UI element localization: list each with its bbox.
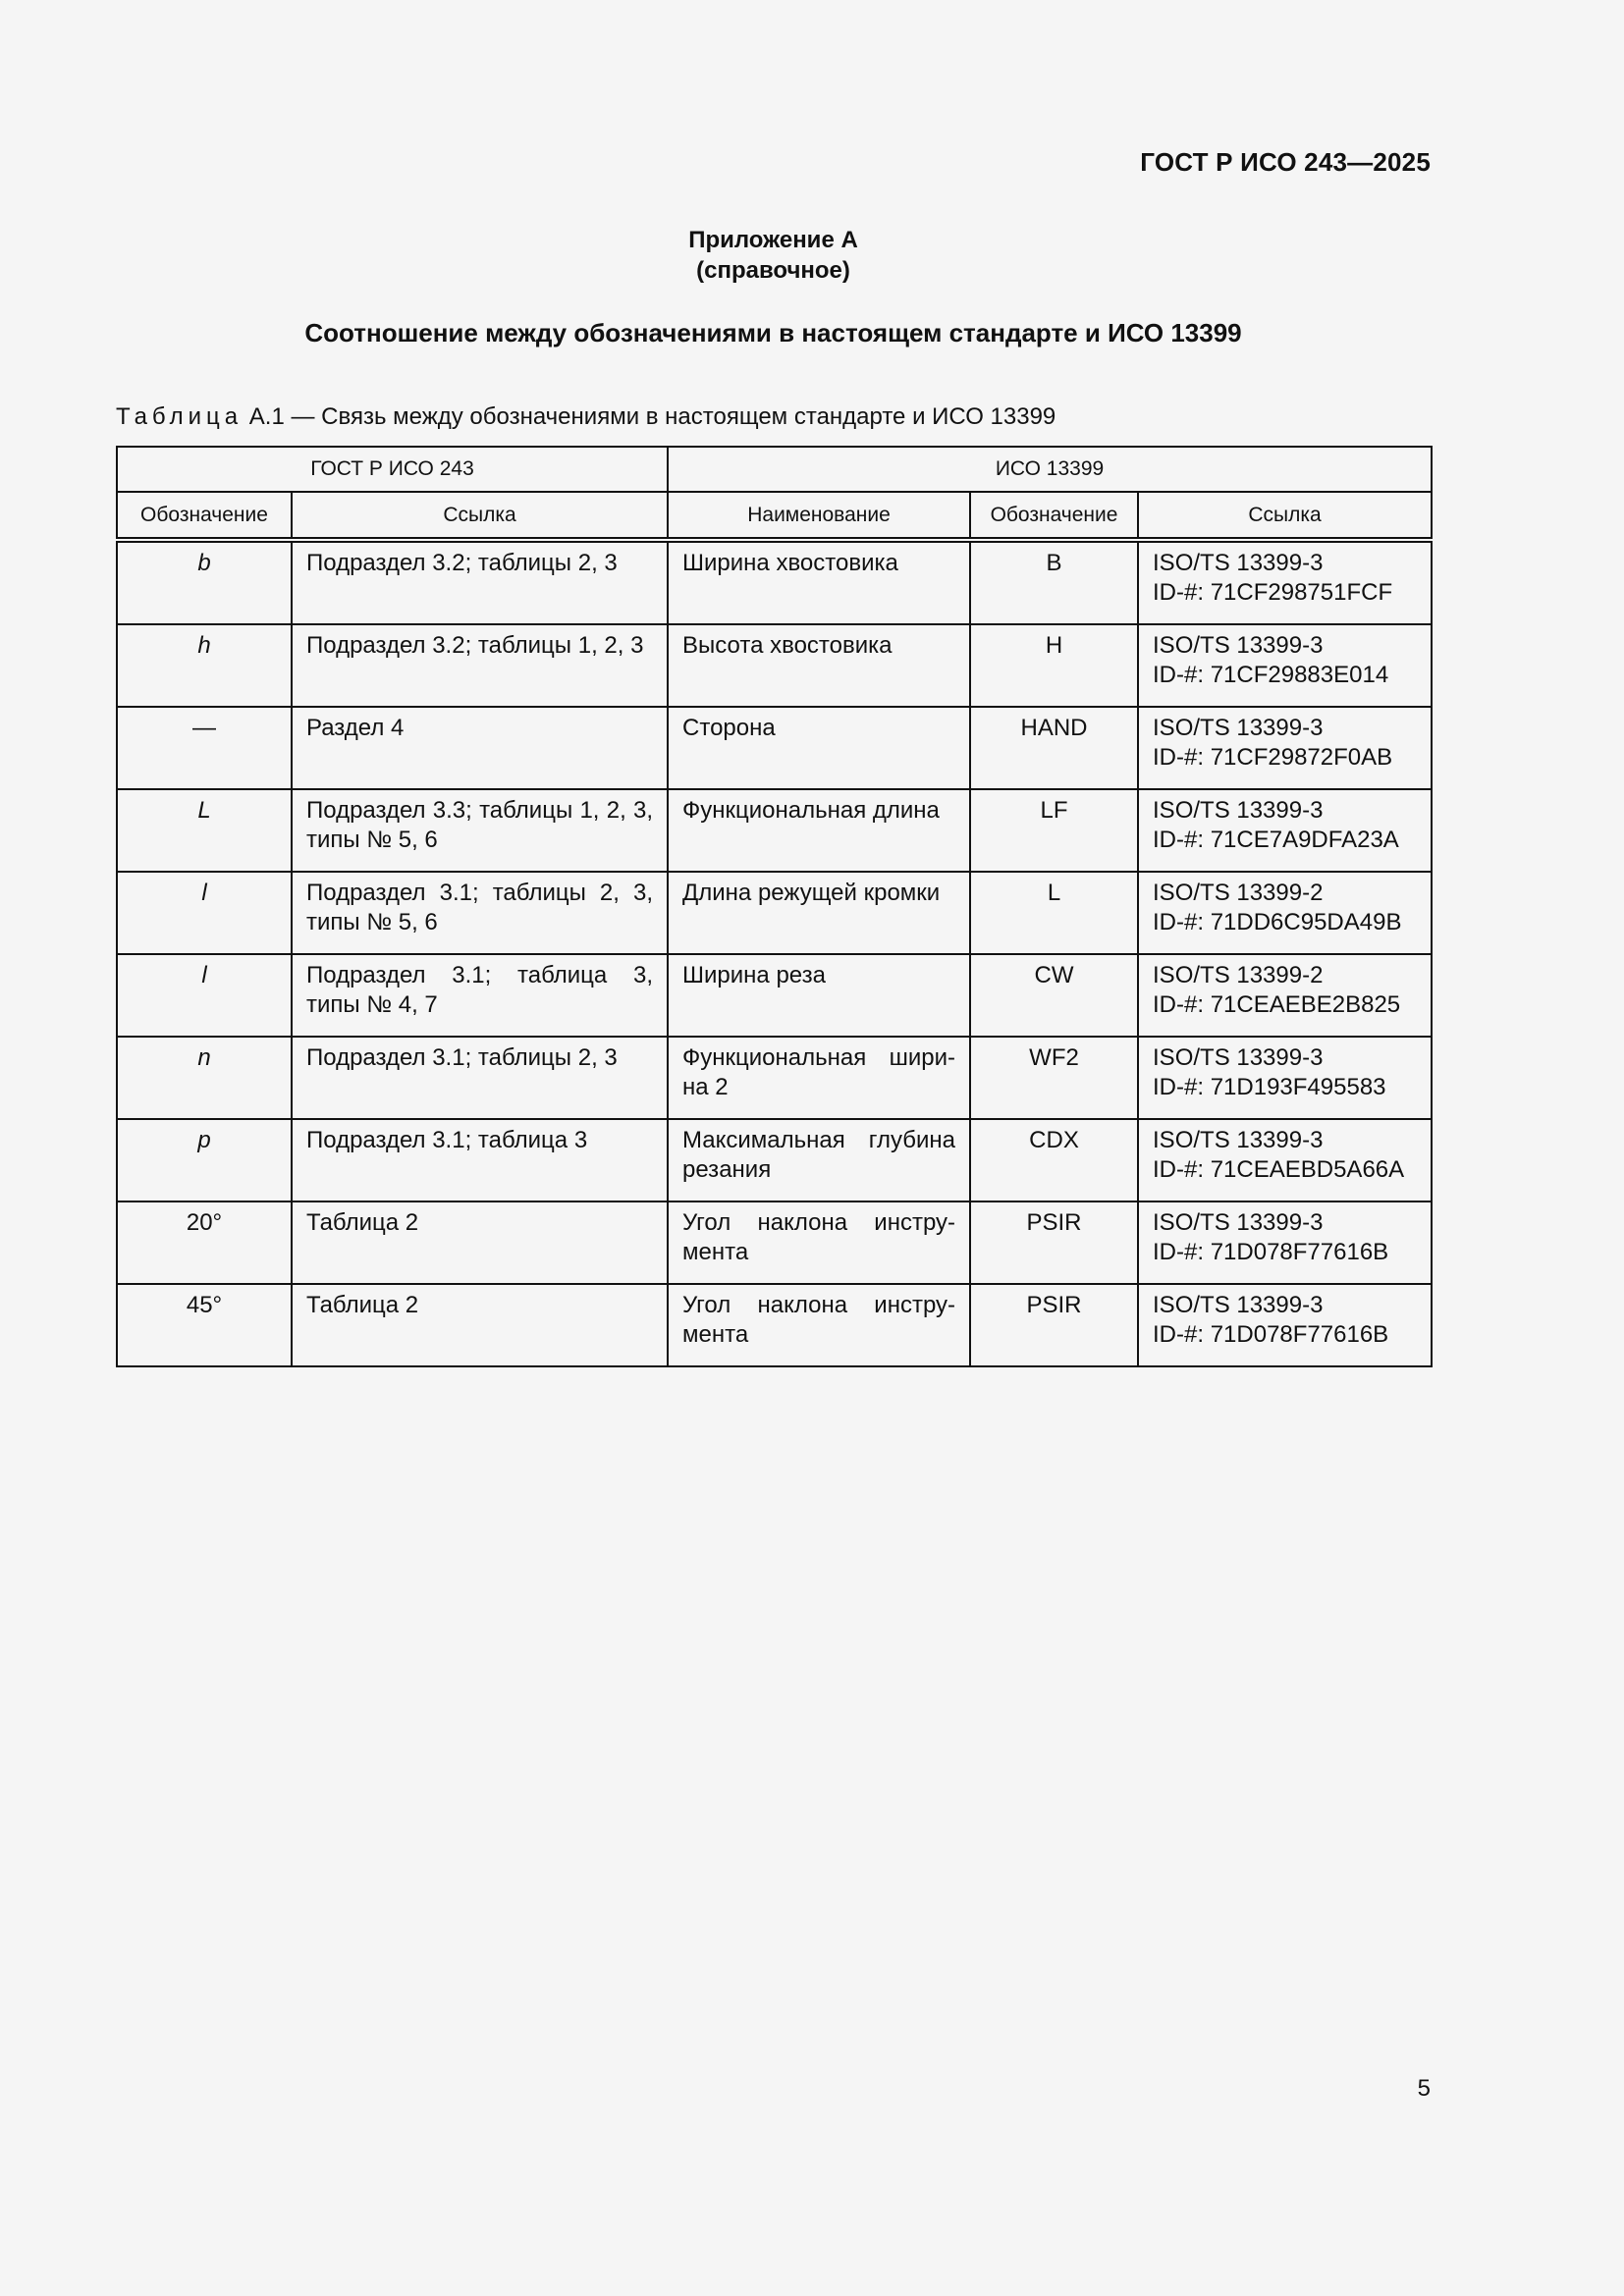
- cell-name: Угол наклона инстру-мента: [668, 1284, 970, 1366]
- iso-id: ID-#: 71CEAEBD5A66A: [1153, 1156, 1405, 1183]
- cell-name: Функциональная шири-на 2: [668, 1037, 970, 1119]
- table-row: [117, 1201, 1432, 1284]
- iso-standard: ISO/TS 13399-3: [1153, 550, 1324, 576]
- column-header-designation: Обозначение: [117, 492, 292, 540]
- column-header-reference: Ссылка: [292, 492, 668, 540]
- cell-iso-designation: HAND: [970, 707, 1138, 789]
- cell-iso-reference: [1138, 1037, 1432, 1119]
- cell-name: Функциональная длина: [668, 789, 970, 872]
- table-row: [117, 1284, 1432, 1366]
- cell-reference: Подраздел 3.1; таблицы 2, 3: [292, 1037, 668, 1119]
- group-header-gost: ГОСТ Р ИСО 243: [117, 447, 668, 492]
- cell-reference: Раздел 4: [292, 707, 668, 789]
- iso-id: ID-#: 71DD6C95DA49B: [1153, 909, 1402, 935]
- iso-id: ID-#: 71CE7A9DFA23A: [1153, 827, 1399, 853]
- column-header-iso-designation: Обозначение: [970, 492, 1138, 540]
- cell-iso-designation: CDX: [970, 1119, 1138, 1201]
- table-row: [117, 1119, 1432, 1201]
- iso-id: ID-#: 71D193F495583: [1153, 1074, 1386, 1100]
- iso-standard: ISO/TS 13399-3: [1153, 715, 1324, 741]
- cell-designation: b: [117, 540, 292, 624]
- cell-iso-designation: PSIR: [970, 1284, 1138, 1366]
- cell-designation: n: [117, 1037, 292, 1119]
- cell-iso-reference: [1138, 1201, 1432, 1284]
- table-row: [117, 624, 1432, 707]
- iso-standard: ISO/TS 13399-2: [1153, 880, 1324, 906]
- table-row: [117, 540, 1432, 624]
- cell-iso-designation: WF2: [970, 1037, 1138, 1119]
- cell-iso-reference: [1138, 954, 1432, 1037]
- cell-reference: Подраздел 3.2; таблицы 2, 3: [292, 540, 668, 624]
- cell-reference: Таблица 2: [292, 1284, 668, 1366]
- appendix-subtitle: (справочное): [696, 257, 850, 284]
- iso-standard: ISO/TS 13399-3: [1153, 1127, 1324, 1153]
- cell-iso-reference: [1138, 540, 1432, 624]
- page-number: 5: [1417, 2075, 1431, 2102]
- cell-name: Длина режущей кромки: [668, 872, 970, 954]
- iso-standard: ISO/TS 13399-3: [1153, 632, 1324, 659]
- iso-id: ID-#: 71CF298751FCF: [1153, 579, 1393, 606]
- appendix-title: Приложение А: [688, 227, 858, 253]
- iso-standard: ISO/TS 13399-3: [1153, 797, 1324, 824]
- group-header-iso: ИСО 13399: [668, 447, 1432, 492]
- cell-name: Угол наклона инстру-мента: [668, 1201, 970, 1284]
- cell-name: Ширина хвостовика: [668, 540, 970, 624]
- cell-iso-reference: [1138, 1284, 1432, 1366]
- table-row: [117, 789, 1432, 872]
- table-row: [117, 1037, 1432, 1119]
- iso-id: ID-#: 71D078F77616B: [1153, 1239, 1389, 1265]
- cell-iso-reference: [1138, 707, 1432, 789]
- cell-iso-designation: PSIR: [970, 1201, 1138, 1284]
- table-row: [117, 872, 1432, 954]
- table-row: [117, 954, 1432, 1037]
- iso-standard: ISO/TS 13399-3: [1153, 1044, 1324, 1071]
- cell-iso-designation: CW: [970, 954, 1138, 1037]
- cell-iso-designation: L: [970, 872, 1138, 954]
- cell-reference: Подраздел 3.1; таблица 3: [292, 1119, 668, 1201]
- appendix-heading: [0, 225, 1546, 286]
- iso-id: ID-#: 71CF29883E014: [1153, 662, 1389, 688]
- iso-id: ID-#: 71D078F77616B: [1153, 1321, 1389, 1348]
- cell-designation: L: [117, 789, 292, 872]
- cell-designation: 20°: [117, 1201, 292, 1284]
- cell-designation: l: [117, 872, 292, 954]
- table-row: [117, 707, 1432, 789]
- table-group-header-row: [117, 447, 1432, 492]
- cell-reference: Подраздел 3.2; таблицы 1, 2, 3: [292, 624, 668, 707]
- cell-name: Высота хвостовика: [668, 624, 970, 707]
- column-header-name: Наименование: [668, 492, 970, 540]
- cell-reference: Подраздел 3.3; таблицы 1, 2, 3, типы № 5, 6: [292, 789, 668, 872]
- iso-standard: ISO/TS 13399-2: [1153, 962, 1324, 988]
- cell-designation: p: [117, 1119, 292, 1201]
- table-caption: [116, 403, 1056, 431]
- column-header-iso-reference: Ссылка: [1138, 492, 1432, 540]
- cell-reference: Подраздел 3.1; таблица 3, типы № 4, 7: [292, 954, 668, 1037]
- cell-iso-designation: B: [970, 540, 1138, 624]
- iso-standard: ISO/TS 13399-3: [1153, 1292, 1324, 1318]
- cell-iso-designation: H: [970, 624, 1138, 707]
- section-title: Соотношение между обозначениями в настоящем стандарте и ИСО 13399: [304, 318, 1242, 347]
- table-column-header-row: [117, 492, 1432, 540]
- cell-iso-reference: [1138, 1119, 1432, 1201]
- table-caption-text: А.1 — Связь между обозначениями в настоящем стандарте и ИСО 13399: [248, 403, 1056, 430]
- iso-standard: ISO/TS 13399-3: [1153, 1209, 1324, 1236]
- iso-id: ID-#: 71CF29872F0AB: [1153, 744, 1393, 771]
- cell-designation: l: [117, 954, 292, 1037]
- table-caption-prefix: Таблица: [116, 403, 244, 430]
- cell-designation: 45°: [117, 1284, 292, 1366]
- cell-reference: Подраздел 3.1; таблицы 2, 3, типы № 5, 6: [292, 872, 668, 954]
- iso-id: ID-#: 71CEAEBE2B825: [1153, 991, 1401, 1018]
- document-code: ГОСТ Р ИСО 243—2025: [1140, 147, 1431, 177]
- cell-name: Максимальная глубина резания: [668, 1119, 970, 1201]
- cell-iso-reference: [1138, 789, 1432, 872]
- cell-name: Ширина реза: [668, 954, 970, 1037]
- cell-iso-designation: LF: [970, 789, 1138, 872]
- cell-iso-reference: [1138, 624, 1432, 707]
- cell-name: Сторона: [668, 707, 970, 789]
- cell-designation: —: [117, 707, 292, 789]
- cell-iso-reference: [1138, 872, 1432, 954]
- designation-table: [116, 446, 1433, 1367]
- cell-designation: h: [117, 624, 292, 707]
- cell-reference: Таблица 2: [292, 1201, 668, 1284]
